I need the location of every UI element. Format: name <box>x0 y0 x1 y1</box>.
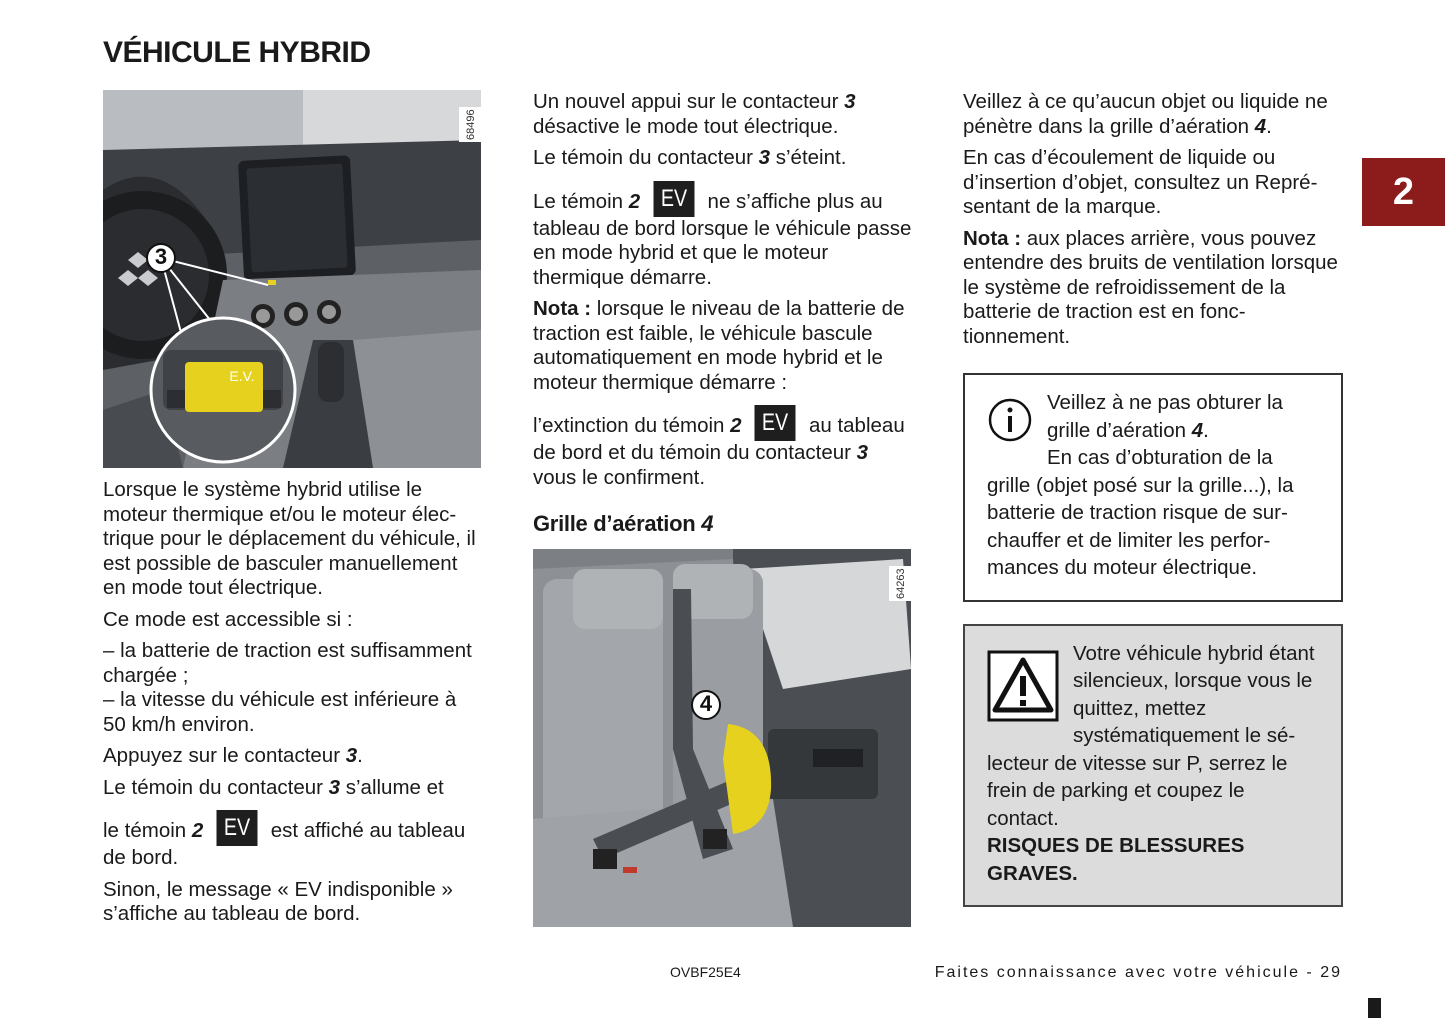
list-item: – la vitesse du véhicule est inférieure à 50 km/h environ. <box>103 688 457 736</box>
ev-warning-icon: EV <box>755 405 796 441</box>
info-box <box>963 373 1343 602</box>
chapter-tab[interactable]: 2 <box>1362 158 1445 226</box>
warning-box <box>963 624 1343 908</box>
text: Le témoin du contacteur <box>533 146 759 169</box>
text: Appuyez sur le contacteur <box>103 744 346 767</box>
text: s’éteint. <box>770 146 847 169</box>
paragraph: Ce mode est accessible si : <box>103 607 353 631</box>
paragraph <box>103 744 481 769</box>
ref-number: 3 <box>345 744 358 767</box>
warning-emphasis: RISQUES DE BLESSURES GRAVES. <box>987 834 1245 885</box>
text: Le témoin du contacteur <box>103 775 329 799</box>
paragraph <box>963 227 1343 350</box>
paragraph <box>533 90 913 139</box>
warning-icon <box>987 650 1059 722</box>
ev-warning-icon: EV <box>217 810 258 846</box>
text: l’extinction du témoin <box>533 414 731 437</box>
warning-text: Votre véhicule hybrid étant silencieux, lorsque vous le quittez, mettez systématiquement le sélecteur de vitesse sur P, serrez le frein de parking et coupez le contact. <box>987 641 1315 830</box>
ref-number: 2 <box>628 189 641 213</box>
ref-number: 3 <box>844 90 856 113</box>
text: s’allume et <box>340 775 444 799</box>
text: vous le confirment. <box>533 465 706 489</box>
column-3 <box>963 90 1343 907</box>
text: Veillez à ce qu’aucun objet ou liquide ne pénètre dans la grille d’aération <box>963 90 1328 138</box>
section-heading <box>533 512 913 537</box>
text: au tableau de bord et du témoin du contacteur <box>533 414 905 464</box>
text: . <box>1203 418 1209 442</box>
info-text: En cas d’obturation de la grille (objet posé sur la grille...), la batterie de traction risque de surchauffer et de limiter les performances du moteur électrique. <box>987 446 1294 579</box>
ev-warning-icon: EV <box>653 181 694 217</box>
info-text <box>987 389 1319 444</box>
column-2 <box>533 90 913 927</box>
text: désactive le mode tout électrique. <box>533 114 839 138</box>
ref-number: 3 <box>856 441 869 464</box>
paragraph <box>963 90 1343 139</box>
text: est affiché au tableau de bord. <box>103 819 466 869</box>
text: . <box>357 744 363 767</box>
figure-ref: 68496 <box>459 107 481 142</box>
column-1 <box>103 90 481 934</box>
text: le témoin <box>103 819 192 842</box>
text: ne s’affiche plus au tableau de bord lorsque le véhicule passe en mode hybrid et que le moteur thermique démarre. <box>533 189 912 289</box>
text: Un nouvel appui sur le contacteur <box>533 90 845 113</box>
document-code: OVBF25E4 <box>670 964 741 980</box>
paragraph: Lorsque le système hybrid utilise le moteur thermique et/ou le moteur électrique pour le déplacement du véhicule, il est possible de basculer manuellement en mode tout électrique. <box>103 478 476 599</box>
ref-number: 3 <box>758 146 771 169</box>
list-item: – la batterie de traction est suffisamment chargée ; <box>103 639 472 687</box>
paragraph: En cas d’écoulement de liquide ou d’insertion d’objet, consultez un Représentant de la marque. <box>963 146 1318 218</box>
page-edge-mark <box>1368 998 1381 1018</box>
paragraph <box>103 776 481 801</box>
info-icon <box>987 397 1033 443</box>
text: . <box>1266 114 1272 138</box>
ev-button-label: E.V. <box>229 368 255 384</box>
text: aux places arrière, vous pouvez entendre des bruits de ventilation lorsque le système de refroidissement de la batterie de traction est en fonctionnement. <box>963 226 1338 348</box>
nota-label: Nota : <box>963 226 1022 250</box>
rear-seat-illustration <box>533 549 911 927</box>
page-title: VÉHICULE HYBRID <box>103 36 371 69</box>
text: Grille d’aération <box>533 511 702 536</box>
callout-4: 4 <box>699 690 713 716</box>
callout-3: 3 <box>154 244 168 269</box>
ref-number: 4 <box>1191 418 1204 442</box>
dashboard-photo <box>103 90 481 468</box>
ref-number: 4 <box>701 511 714 536</box>
paragraph <box>533 146 913 171</box>
paragraph <box>533 405 913 490</box>
ref-number: 2 <box>191 819 204 842</box>
paragraph <box>533 181 913 291</box>
text: lorsque le niveau de la batterie de traction est faible, le véhicule bascule automatiquement en mode hybrid et le moteur thermique démarre : <box>533 297 905 394</box>
footer-page-label: Faites connaissance avec votre véhicule - 29 <box>934 964 1342 981</box>
text: Le témoin <box>533 189 629 213</box>
dashboard-illustration <box>103 90 481 468</box>
ref-number: 3 <box>328 775 341 799</box>
figure-ref: 64263 <box>889 566 911 601</box>
nota-label: Nota : <box>533 297 592 320</box>
text: Veillez à ne pas obturer la grille d’aération <box>1047 391 1283 442</box>
paragraph <box>533 297 913 395</box>
ref-number: 2 <box>730 414 742 437</box>
paragraph: Sinon, le message « EV indisponible » s’affiche au tableau de bord. <box>103 877 453 925</box>
rear-seat-photo <box>533 549 911 927</box>
ref-number: 4 <box>1254 114 1267 138</box>
paragraph <box>103 810 481 871</box>
